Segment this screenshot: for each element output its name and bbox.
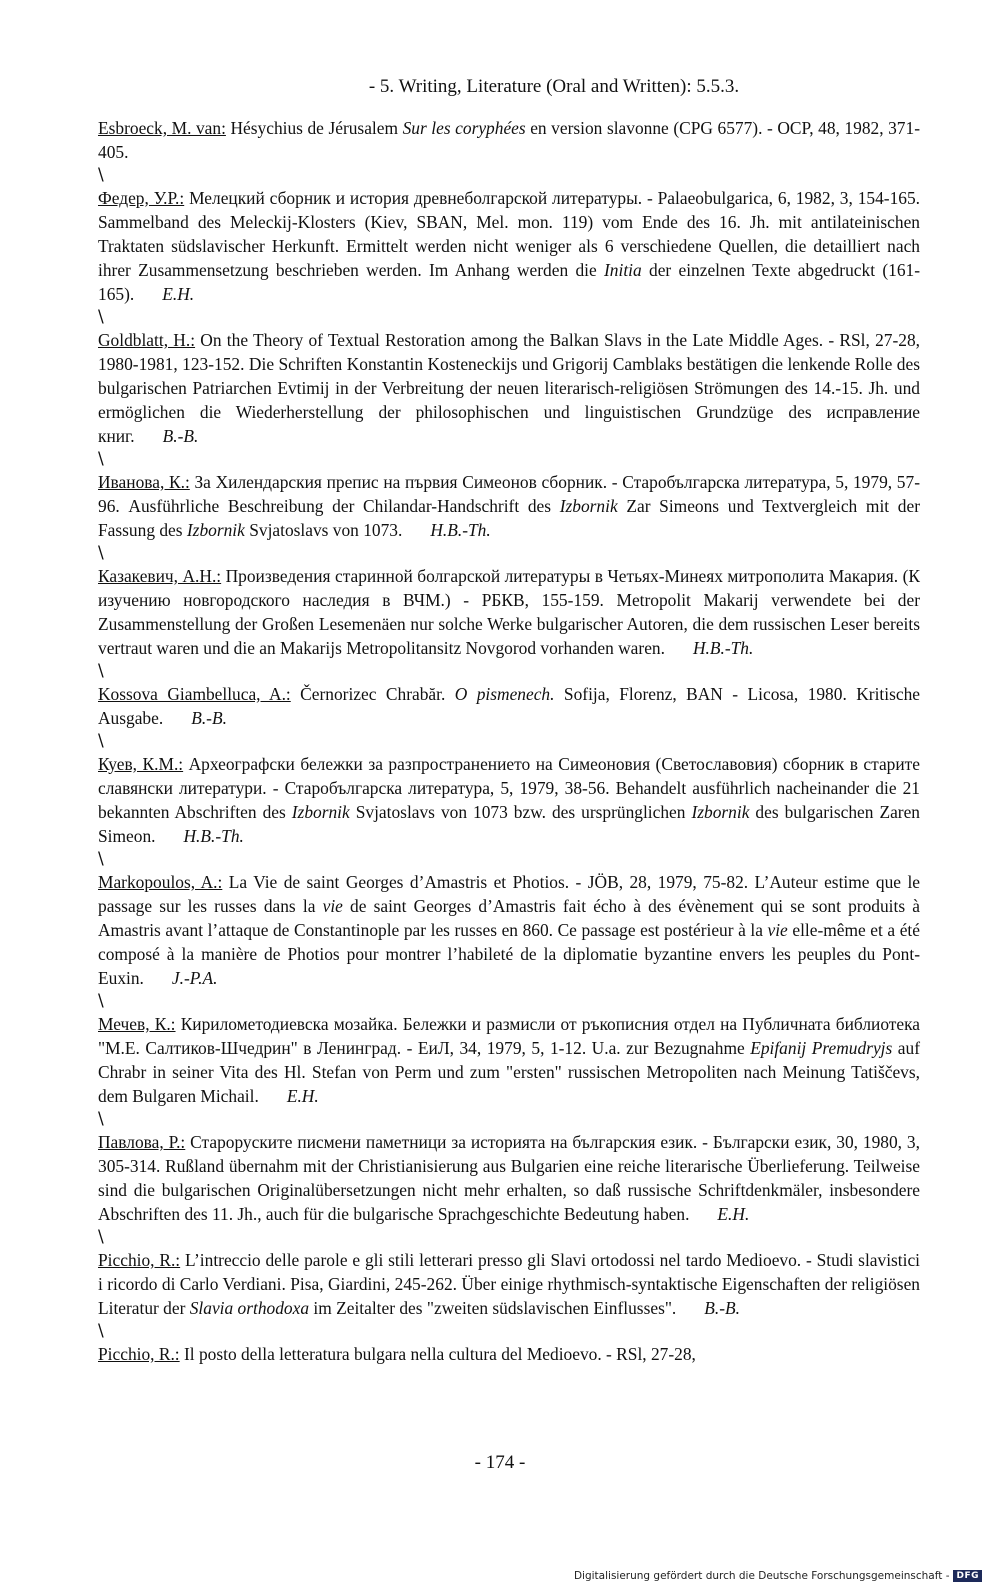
entry-text: Svjatoslavs von 1073. bbox=[244, 520, 403, 540]
entry-italic: Izbornik bbox=[291, 802, 350, 822]
entry-text: en version slavonne (CPG 6577). - OCP, 48, 1982, 371-405. bbox=[98, 118, 920, 162]
entry-separator: \ bbox=[98, 849, 104, 869]
entry-author: Goldblatt, H.: bbox=[98, 330, 196, 350]
entry-text: Hésychius de Jérusalem bbox=[225, 118, 403, 138]
entry-initials: H.B.-Th. bbox=[183, 826, 244, 846]
entry-italic: Izbornik bbox=[186, 520, 245, 540]
bibliography-list bbox=[98, 116, 920, 1366]
entry-text: Zar Simeons und Textvergleich mit der Fassung des bbox=[98, 496, 920, 540]
entry-author: Куев, К.М.: bbox=[98, 754, 184, 774]
entry-italic: vie bbox=[767, 920, 788, 940]
entry-text: За Хилендарския препис на първия Симеонов сборник. - Старобългарска литература, 5, 1979, 57-96. Ausführliche Beschreibung der Chilandar-Handschrift des bbox=[98, 472, 920, 516]
entry-separator: \ bbox=[98, 1227, 104, 1247]
entry-separator: \ bbox=[98, 991, 104, 1011]
entry-text: der einzelnen Texte abgedruckt (161-165). bbox=[98, 260, 920, 304]
bibliography-entry bbox=[98, 682, 920, 730]
entry-author: Мечев, К.: bbox=[98, 1014, 176, 1034]
entry-text: Svjatoslavs von 1073 bzw. des ursprünglichen bbox=[349, 802, 692, 822]
page-body bbox=[98, 76, 920, 1366]
entry-text: L’intreccio delle parole e gli stili letterari presso gli Slavi ortodossi nel tardo Medioevo. - Studi slavistici i ricordo di Carlo Verdiani. Pisa, Giardini, 245-262. Über einige rhythmisch-syntaktische Eigenschaften der religiösen Literatur der bbox=[98, 1250, 921, 1318]
entry-initials: H.B.-Th. bbox=[430, 520, 491, 540]
entry-separator: \ bbox=[98, 661, 104, 681]
entry-initials: E.H. bbox=[717, 1204, 750, 1224]
entry-text: Černorizec Chrabăr. bbox=[290, 684, 455, 704]
entry-author: Picchio, R.: bbox=[98, 1344, 180, 1364]
entry-italic: O pismenech. bbox=[454, 684, 555, 704]
entry-italic: Sur les coryphées bbox=[402, 118, 526, 138]
bibliography-entry bbox=[98, 870, 920, 990]
entry-text: Произведения старинной болгарской литературы в Четьях-Минеях митрополита Макария. (К изучению новгородского наследия в ВЧМ.) - РБКВ, 155-159. Metropolit Makarij verwendete bei der Zusammenstellung der Großen Lesemenäen nur solche Werke bulgarischer Autoren, die dem russischen Leser bereits vertraut waren und die an Makarijs Metropolitansitz Novgorod vorhanden waren. bbox=[98, 566, 920, 658]
entry-italic: vie bbox=[322, 896, 343, 916]
entry-text: elle-même et a été composé à la manière de Photios pour montrer l’habileté de la diplomatie byzantine envers les peuples du Pont-Euxin. bbox=[98, 920, 920, 988]
entry-author: Markopoulos, A.: bbox=[98, 872, 223, 892]
bibliography-entry bbox=[98, 470, 920, 542]
entry-text: La Vie de saint Georges d’Amastris et Photios. - JÖB, 28, 1979, 75-82. L’Auteur estime que le passage sur les russes dans la bbox=[98, 872, 921, 916]
entry-text: im Zeitalter des "zweiten südslavischen Einflusses". bbox=[309, 1298, 677, 1318]
entry-initials: H.B.-Th. bbox=[692, 638, 754, 658]
entry-text: Sofija, Florenz, BAN - Licosa, 1980. Kritische Ausgabe. bbox=[98, 684, 920, 728]
entry-separator: \ bbox=[98, 165, 104, 185]
bibliography-entry bbox=[98, 1342, 920, 1366]
entry-text: auf Chrabr in seiner Vita des Hl. Stefan von Perm und zum "ersten" russischen Metropoliten nach Meinung Tatiščevs, dem Bulgaren Michail. bbox=[98, 1038, 920, 1106]
entry-separator: \ bbox=[98, 731, 104, 751]
bibliography-entry bbox=[98, 564, 920, 660]
entry-separator: \ bbox=[98, 1321, 104, 1341]
bibliography-entry bbox=[98, 328, 920, 448]
bibliography-entry bbox=[98, 1130, 920, 1226]
entry-initials: B.-B. bbox=[162, 426, 199, 446]
entry-separator: \ bbox=[98, 1109, 104, 1129]
bibliography-entry bbox=[98, 116, 920, 164]
page-number: - 174 - bbox=[474, 1452, 526, 1473]
entry-author: Федер, У.Р.: bbox=[98, 188, 185, 208]
entry-separator: \ bbox=[98, 543, 104, 563]
entry-text: Мелецкий сборник и история древнеболгарской литературы. - Palaeobulgarica, 6, 1982, 3, 154-165. Sammelband des Meleckij-Klosters (Kiev, SBAN, Mel. mon. 119) vom Ende des 16. Jh. mit antilateinischen Traktaten südslavischer Herkunft. Ermittelt werden nicht weniger als 6 verschiedene Quellen, die detailliert nach ihrer Zusammensetzung beschrieben werden. Im Anhang werden die bbox=[98, 188, 921, 280]
entry-initials: B.-B. bbox=[191, 708, 227, 728]
entry-initials: B.-B. bbox=[704, 1298, 741, 1318]
entry-text: Кирилометодиевска мозайка. Бележки и размисли от ръкописния отдел на Публичната библиотека "М.Е. Салтиков-Шчедрин" в Ленинград. - ЕиЛ, 34, 1979, 5, 1-12. U.a. zur Bezugnahme bbox=[98, 1014, 921, 1058]
entry-separator: \ bbox=[98, 307, 104, 327]
bibliography-entry bbox=[98, 1012, 920, 1108]
entry-initials: E.H. bbox=[162, 284, 195, 304]
entry-author: Казакевич, А.Н.: bbox=[98, 566, 222, 586]
entry-italic: Izbornik bbox=[691, 802, 750, 822]
entry-italic: Izbornik bbox=[559, 496, 618, 516]
entry-author: Kossova Giambelluca, A.: bbox=[98, 684, 291, 704]
dfg-logo-icon: DFG bbox=[953, 1570, 982, 1582]
entry-text: Il posto della letteratura bulgara nella cultura del Medioevo. - RSl, 27-28, bbox=[179, 1344, 696, 1364]
entry-text: de saint Georges d’Amastris fait écho à des évènement qui se sont produits à Amastris avant l’attaque de Constantinople par les russes en 860. Ce passage est postérieur à la bbox=[98, 896, 920, 940]
entry-text: Староруските писмени паметници за историята на българския език. - Български език, 30, 1980, 3, 305-314. Rußland übernahm mit der Christianisierung aus Bulgarien eine reiche literarische Überlieferung. Teilweise sind die bulgarischen Originalübersetzungen nicht mehr erhalten, so daß russische Schriftdenkmäler, insbesondere Abschriften des 11. Jh., auch für die bulgarische Sprachgeschichte Bedeutung haben. bbox=[98, 1132, 920, 1224]
entry-author: Иванова, К.: bbox=[98, 472, 190, 492]
footer-text: Digitalisierung gefördert durch die Deutsche Forschungsgemeinschaft - bbox=[573, 1570, 950, 1582]
entry-italic: Slavia orthodoxa bbox=[189, 1298, 310, 1318]
running-header: - 5. Writing, Literature (Oral and Written): 5.5.3. bbox=[368, 76, 740, 97]
bibliography-entry bbox=[98, 1248, 920, 1320]
entry-author: Picchio, R.: bbox=[98, 1250, 181, 1270]
bibliography-entry bbox=[98, 752, 920, 848]
footer bbox=[574, 1570, 982, 1582]
entry-author: Esbroeck, M. van: bbox=[98, 118, 226, 138]
entry-author: Павлова, Р.: bbox=[98, 1132, 186, 1152]
entry-italic: Epifanij Premudryjs bbox=[750, 1038, 893, 1058]
entry-text: Археографски бележки за разпространението на Симеоновия (Светославовия) сборник в старите славянски литератури. - Старобългарска литература, 5, 1979, 38-56. Behandelt ausführlich nacheinander die 21 bekannten Abschriften des bbox=[98, 754, 920, 822]
entry-initials: E.H. bbox=[286, 1086, 319, 1106]
entry-initials: J.-P.A. bbox=[171, 968, 218, 988]
entry-text: On the Theory of Textual Restoration among the Balkan Slavs in the Late Middle Ages. - RSl, 27-28, 1980-1981, 123-152. Die Schriften Konstantin Kosteneckijs und Grigorij Camblaks bestätigen die lenkende Rolle des bulgarischen Patriarchen Evtimij in der Verbreitung der neuen literarisch-religiösen Strömungen des 14.-15. Jh. und ermöglichen die Wiederherstellung der philosophischen und linguistischen Grundzüge des исправление книг. bbox=[98, 330, 921, 446]
bibliography-entry bbox=[98, 186, 920, 306]
entry-italic: Initia bbox=[604, 260, 642, 280]
entry-text: des bulgarischen Zaren Simeon. bbox=[98, 802, 920, 846]
entry-separator: \ bbox=[98, 449, 104, 469]
